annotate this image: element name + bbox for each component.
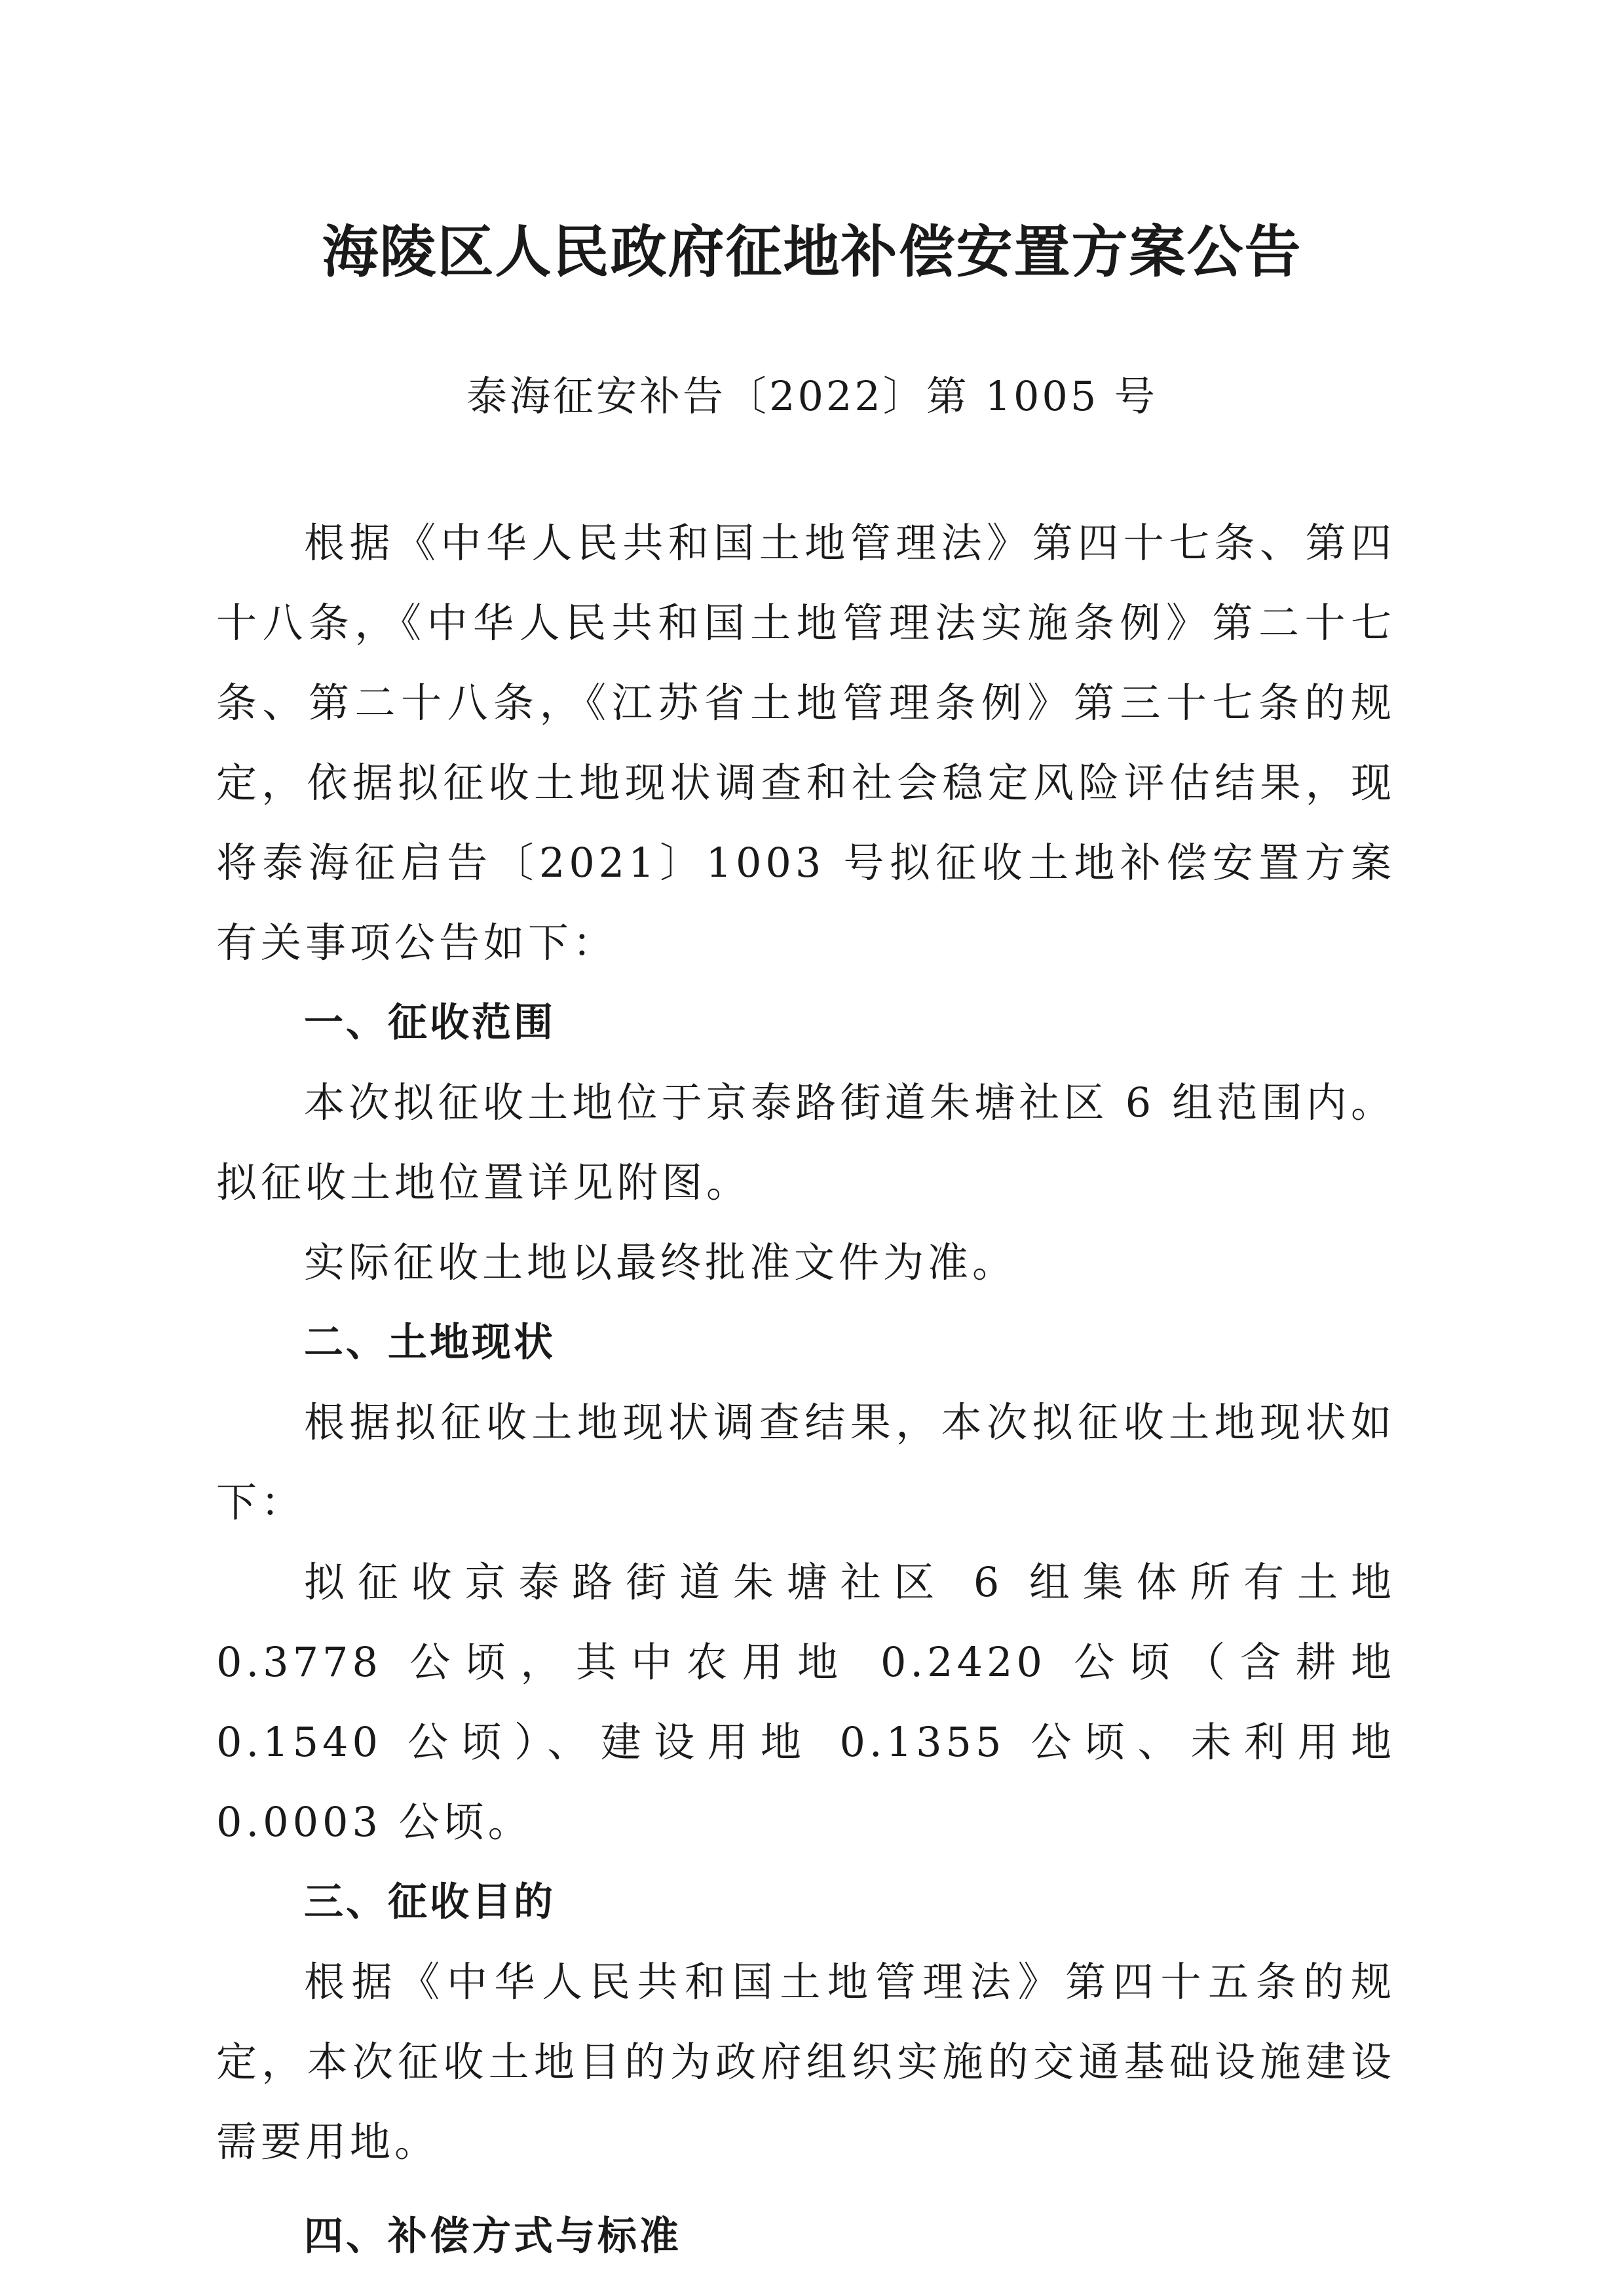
section-paragraph: 拟征收京泰路街道朱塘社区 6 组集体所有土地 0.3778 公顷，其中农用地 0.2420 公顷（含耕地 0.1540 公顷）、建设用地 0.1355 公顷、未利用地 0.0003 公顷。 xyxy=(216,1558,1395,1846)
section-heading-purpose: 三、征收目的 xyxy=(304,1879,556,1925)
section-heading-scope: 一、征收范围 xyxy=(304,1000,556,1046)
intro-paragraph: 根据《中华人民共和国土地管理法》第四十七条、第四十八条，《中华人民共和国土地管理法实施条例》第二十七条、第二十八条，《江苏省土地管理条例》第三十七条的规定，依据拟征收土地现状调查和社会稳定风险评估结果，现将泰海征启告〔2021〕1003 号拟征收土地补偿安置方案有关事项公告如下： xyxy=(216,519,1395,966)
document-title: 海陵区人民政府征地补偿安置方案公告 xyxy=(322,220,1302,285)
document-body xyxy=(216,503,1395,2276)
section-paragraph: 根据拟征收土地现状调查结果，本次拟征收土地现状如下： xyxy=(216,1398,1395,1526)
section-heading-compensation: 四、补偿方式与标准 xyxy=(304,2213,681,2259)
section-heading-land-status: 二、土地现状 xyxy=(304,1320,556,1366)
document-number: 泰海征安补告〔2022〕第 1005 号 xyxy=(466,372,1158,420)
section-paragraph: 根据《中华人民共和国土地管理法》第四十五条的规定，本次征收土地目的为政府组织实施的交通基础设施建设需要用地。 xyxy=(216,1958,1395,2166)
section-paragraph: 本次拟征收土地位于京泰路街道朱塘社区 6 组范围内。拟征收土地位置详见附图。 xyxy=(216,1079,1395,1206)
section-paragraph: 实际征收土地以最终批准文件为准。 xyxy=(304,1238,1017,1286)
spacer xyxy=(216,2182,1395,2196)
